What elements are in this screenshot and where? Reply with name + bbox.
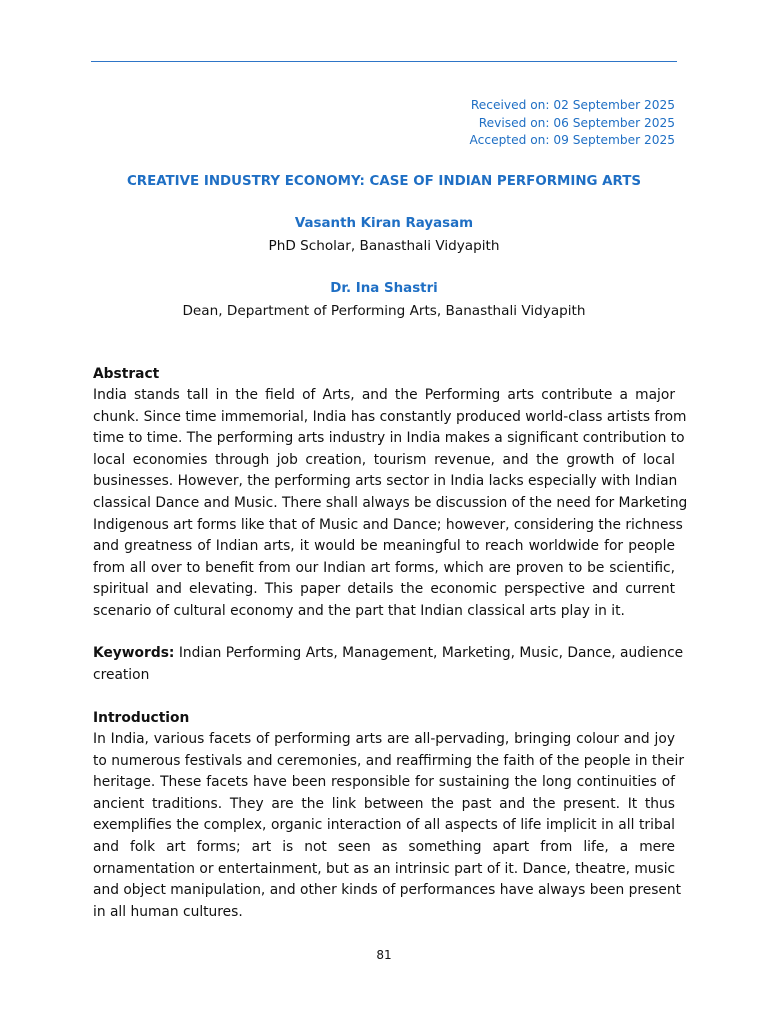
introduction-line: exemplifies the complex, organic interaction of all aspects of life implicit in all tribal [93,817,675,834]
abstract-line: chunk. Since time immemorial, India has constantly produced world-class artists from [93,408,687,425]
submission-dates [470,97,675,150]
abstract-line: time to time. The performing arts industry in India makes a significant contribution to [93,430,685,447]
introduction-line: In India, various facets of performing arts are all-pervading, bringing colour and joy [93,731,675,747]
abstract-line: India stands tall in the field of Arts, and the Performing arts contribute a major [93,387,675,403]
introduction-heading: Introduction [93,710,190,726]
abstract-line: local economies through job creation, tourism revenue, and the growth of local [93,451,675,468]
introduction-line: in all human cultures. [93,903,243,920]
introduction-line: ancient traditions. They are the link between the past and the present. It thus [93,795,675,812]
author-name-2: Dr. Ina Shastri [330,281,438,296]
paper-title: CREATIVE INDUSTRY ECONOMY: CASE OF INDIAN PERFORMING ARTS [126,174,642,189]
introduction-line: heritage. These facets have been responsible for sustaining the long continuities of [93,774,675,791]
keywords-label: Keywords: [93,645,175,661]
abstract-line: Indigenous art forms like that of Music and Dance; however, considering the richness [93,516,683,533]
abstract-line: from all over to benefit from our Indian art forms, which are proven to be scientific, [93,559,675,576]
introduction-line: ornamentation or entertainment, but as an intrinsic part of it. Dance, theatre, music [93,860,676,877]
page-number: 81 [376,948,392,962]
abstract-line: classical Dance and Music. There shall always be discussion of the need for Marketing [93,494,688,511]
header-rule [91,61,677,62]
abstract-line: businesses. However, the performing arts sector in India lacks especially with Indian [93,473,678,490]
author-name-1: Vasanth Kiran Rayasam [294,216,474,231]
received-date: Received on: 02 September 2025 [470,98,675,112]
introduction-line: and object manipulation, and other kinds of performances have always been present [93,882,682,899]
keywords-line [93,643,684,665]
accepted-date: Accepted on: 09 September 2025 [469,133,675,148]
abstract-line: scenario of cultural economy and the part that Indian classical arts play in it. [93,602,625,619]
introduction-line: to numerous festivals and ceremonies, and reaffirming the faith of the people in their [93,752,685,769]
abstract-heading: Abstract [93,366,160,382]
introduction-line: and folk art forms; art is not seen as something apart from life, a mere [93,838,675,855]
abstract-line: and greatness of Indian arts, it would be meaningful to reach worldwide for people [93,538,675,555]
abstract-line: spiritual and elevating. This paper details the economic perspective and current [93,581,675,598]
author-affiliation-1: PhD Scholar, Banasthali Vidyapith [268,238,500,254]
author-affiliation-2: Dean, Department of Performing Arts, Banasthali Vidyapith [182,303,586,319]
abstract-body [93,385,688,623]
keywords-line: creation [93,666,150,683]
keywords-block [93,643,684,686]
keywords-text: Indian Performing Arts, Management, Marketing, Music, Dance, audience [174,645,684,661]
revised-date: Revised on: 06 September 2025 [478,115,675,130]
introduction-body [93,729,685,923]
